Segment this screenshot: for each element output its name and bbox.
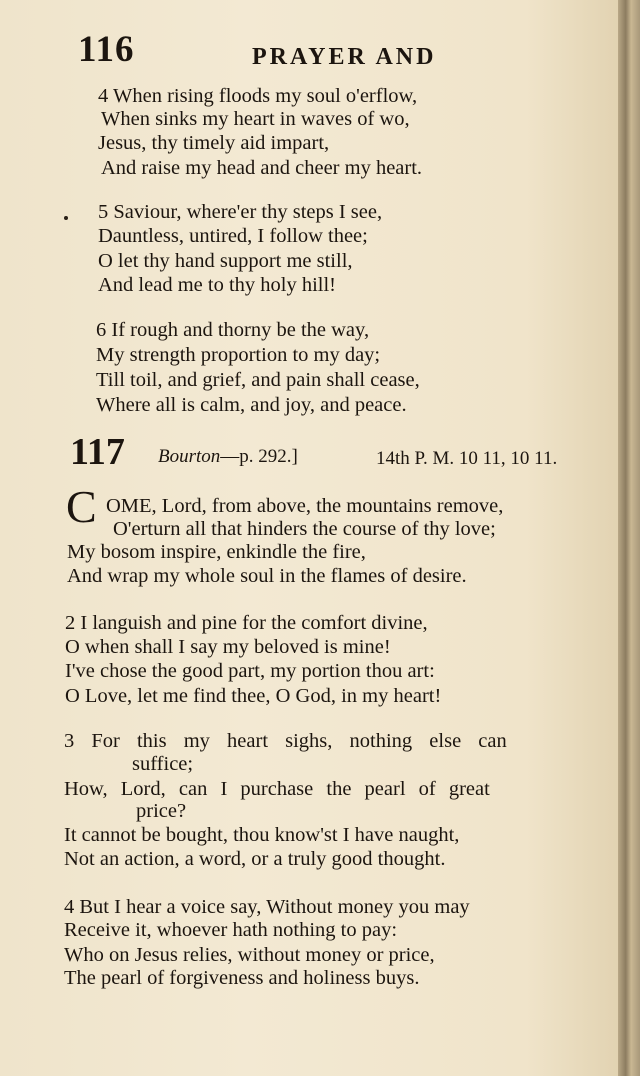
verse-line: Receive it, whoever hath nothing to pay: [64,919,398,941]
verse-line: Jesus, thy timely aid impart, [98,132,330,154]
verse-line: And raise my head and cheer my heart. [101,157,423,179]
verse-line: The pearl of forgiveness and holiness buys. [64,967,420,989]
verse-line: O'erturn all that hinders the course of thy love; [113,518,496,540]
drop-cap: C [66,481,97,532]
verse-line: My strength proportion to my day; [96,344,381,366]
verse-line: OME, Lord, from above, the mountains remove, [106,495,504,517]
verse-line: suffice; [132,753,194,775]
verse-line: O when shall I say my beloved is mine! [65,636,391,658]
verse-line: Dauntless, untired, I follow thee; [98,225,368,247]
verse-line: O let thy hand support me still, [98,250,353,272]
page-number: 116 [78,29,135,70]
verse-line: And wrap my whole soul in the flames of desire. [67,565,467,587]
verse-line: 5 Saviour, where'er thy steps I see, [98,201,383,223]
hymn-heading [70,430,615,476]
ink-speck [64,216,68,220]
verse-line: I've chose the good part, my portion thou art: [65,660,435,682]
verse-line: And lead me to thy holy hill! [98,274,336,296]
tune-page: —p. 292.] [220,446,298,467]
verse-line: Where all is calm, and joy, and peace. [96,394,407,416]
page-header [78,28,618,78]
hymn-number: 117 [70,431,125,473]
tune-reference [158,446,298,468]
verse-line: My bosom inspire, enkindle the fire, [67,541,366,563]
verse-line: 4 When rising floods my soul o'erflow, [98,85,418,107]
tune-name: Bourton [158,446,221,467]
verse-line: How, Lord, can I purchase the pearl of great [64,778,490,800]
verse-line: 4 But I hear a voice say, Without money you may [64,896,470,918]
verse-line: Who on Jesus relies, without money or price, [64,944,435,966]
verse-line: price? [136,800,187,822]
page-gutter [618,0,640,1076]
meter: 14th P. M. 10 11, 10 11. [376,448,558,469]
verse-line: 2 I languish and pine for the comfort divine, [65,612,428,634]
verse-line: Till toil, and grief, and pain shall cease, [96,369,420,391]
verse-line: When sinks my heart in waves of wo, [101,108,410,130]
running-title: PRAYER AND [252,44,437,70]
verse-line: 6 If rough and thorny be the way, [96,319,370,341]
verse-line: It cannot be bought, thou know'st I have naught, [64,824,460,846]
verse-line: O Love, let me find thee, O God, in my heart! [65,685,442,707]
verse-line: 3 For this my heart sighs, nothing else can [64,730,507,752]
verse-line: Not an action, a word, or a truly good thought. [64,848,446,870]
